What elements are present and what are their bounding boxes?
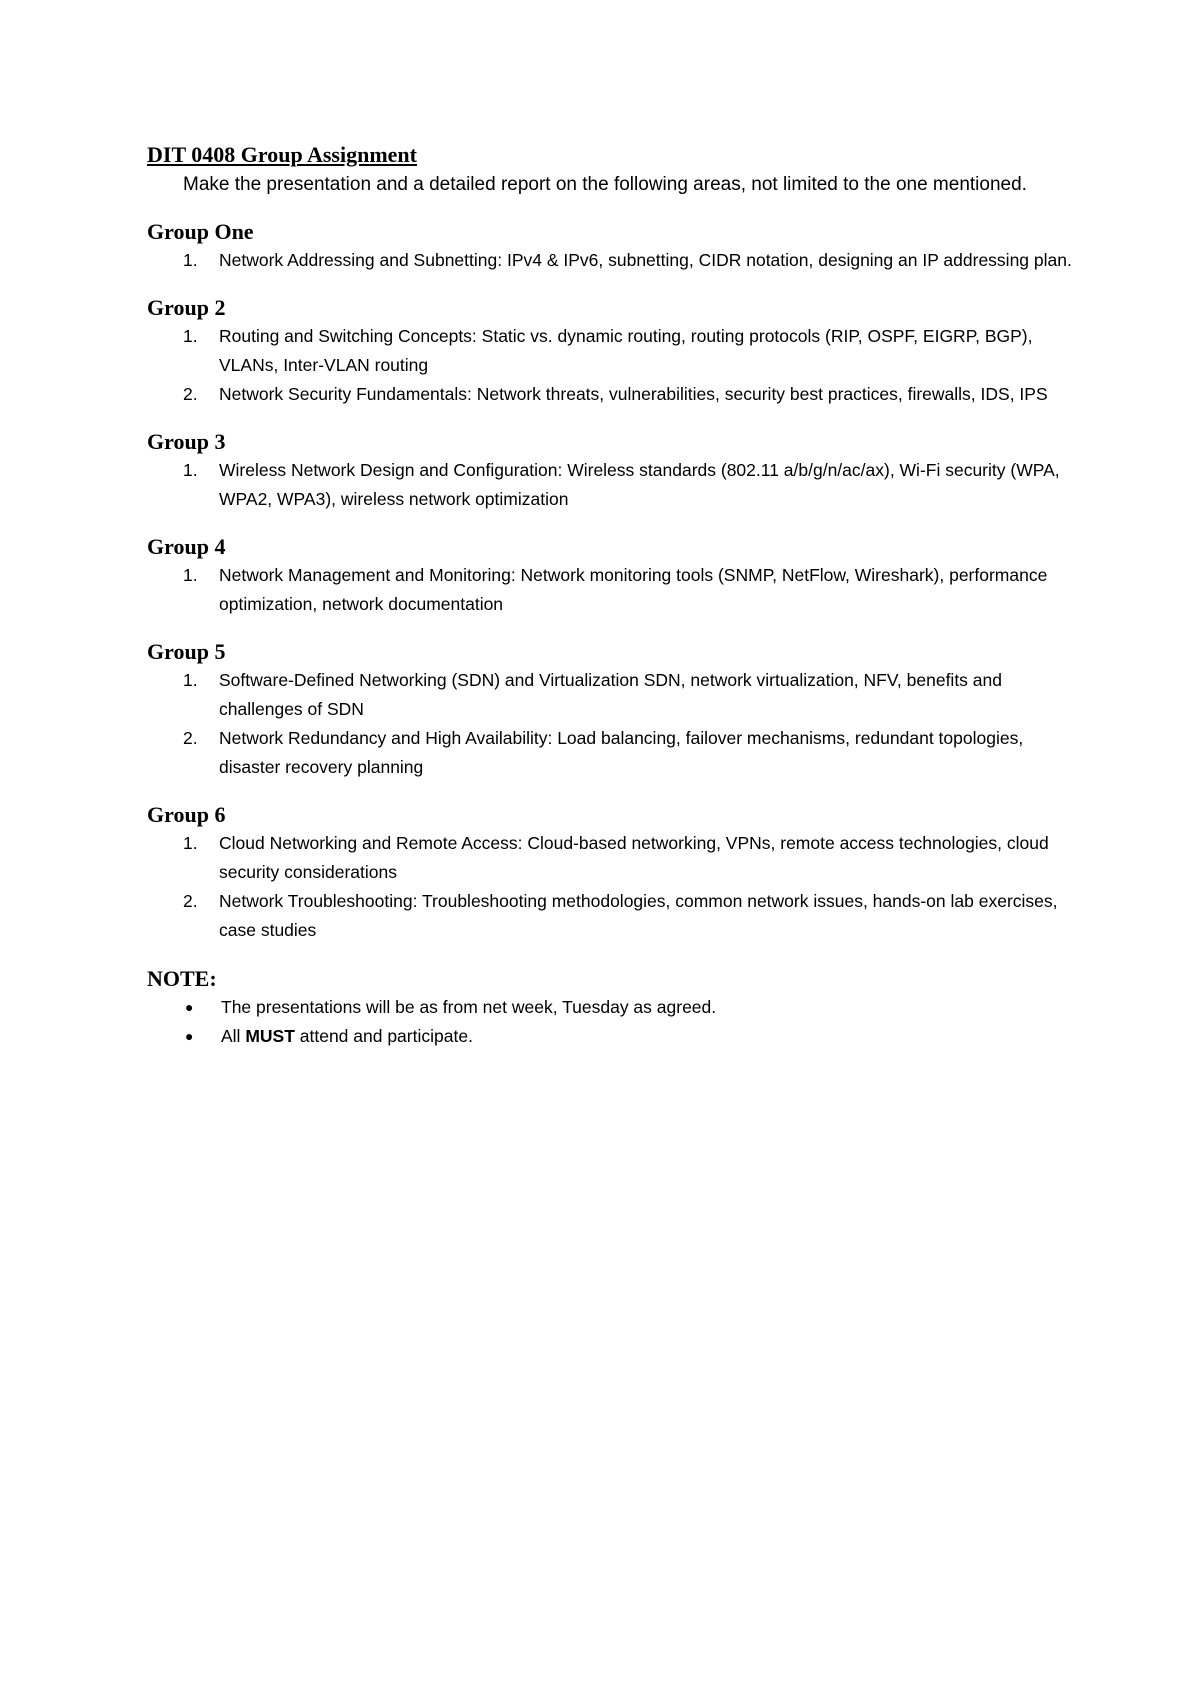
list-item: [147, 561, 1077, 619]
list-item-text: Wireless Network Design and Configuration: Wireless standards (802.11 a/b/g/n/ac/ax), Wi-Fi security (WPA, WPA2, WPA3), wireless network optimization: [219, 460, 1060, 509]
list-item: [147, 829, 1077, 887]
document-title: DIT 0408 Group Assignment: [147, 142, 417, 167]
list-item-text: Routing and Switching Concepts: Static vs. dynamic routing, routing protocols (RIP, OSPF, EIGRP, BGP), VLANs, Inter-VLAN routing: [219, 326, 1033, 375]
group-heading: Group 4: [147, 534, 226, 559]
note-text-prefix: All: [221, 1026, 246, 1046]
list-number: 1.: [183, 460, 198, 480]
list-number: 1.: [183, 326, 198, 346]
list-item-text: Network Redundancy and High Availability: Load balancing, failover mechanisms, redundant topologies, disaster recovery planning: [219, 728, 1024, 777]
note-text: The presentations will be as from net week, Tuesday as agreed.: [221, 997, 717, 1017]
list-number: 2.: [183, 384, 198, 404]
group-section: [147, 294, 1077, 409]
list-item: [147, 666, 1077, 724]
list-number: 1.: [183, 565, 198, 585]
intro-paragraph: Make the presentation and a detailed report on the following areas, not limited to the one mentioned.: [183, 174, 1027, 195]
document-page: [147, 140, 1077, 1051]
list-item-text: Network Management and Monitoring: Network monitoring tools (SNMP, NetFlow, Wireshark), performance optimization, network documentation: [219, 565, 1048, 614]
group-heading: Group One: [147, 219, 254, 244]
note-text: [221, 1022, 1077, 1051]
list-item: [147, 246, 1077, 275]
group-section: [147, 638, 1077, 782]
bullet-icon: ●: [185, 1028, 194, 1044]
list-item: [147, 380, 1077, 409]
group-heading: Group 2: [147, 295, 226, 320]
note-emphasis: MUST: [245, 1026, 295, 1046]
bullet-icon: ●: [185, 999, 194, 1015]
list-item: [147, 456, 1077, 514]
list-item: [147, 887, 1077, 945]
note-bullet-item: [147, 1022, 1077, 1051]
group-heading: Group 5: [147, 639, 226, 664]
group-section: [147, 533, 1077, 619]
list-item-text: Cloud Networking and Remote Access: Cloud-based networking, VPNs, remote access technologies, cloud security considerations: [219, 833, 1049, 882]
note-bullet-item: [147, 993, 1077, 1022]
list-number: 1.: [183, 833, 198, 853]
list-item-text: Network Troubleshooting: Troubleshooting methodologies, common network issues, hands-on lab exercises, case studies: [219, 891, 1058, 940]
list-number: 1.: [183, 670, 198, 690]
list-number: 1.: [183, 250, 198, 270]
note-text-suffix: attend and participate.: [294, 1026, 473, 1046]
group-section: [147, 428, 1077, 514]
note-heading: NOTE:: [147, 966, 217, 991]
list-number: 2.: [183, 728, 198, 748]
group-heading: Group 6: [147, 802, 226, 827]
list-item: [147, 724, 1077, 782]
group-heading: Group 3: [147, 429, 226, 454]
list-item: [147, 322, 1077, 380]
list-number: 2.: [183, 891, 198, 911]
group-section: [147, 218, 1077, 275]
list-item-text: Software-Defined Networking (SDN) and Virtualization SDN, network virtualization, NFV, benefits and challenges of SDN: [219, 670, 1002, 719]
group-section: [147, 801, 1077, 945]
list-item-text: Network Security Fundamentals: Network threats, vulnerabilities, security best practices, firewalls, IDS, IPS: [219, 384, 1048, 404]
list-item-text: Network Addressing and Subnetting: IPv4 & IPv6, subnetting, CIDR notation, designing an IP addressing plan.: [219, 250, 1072, 270]
